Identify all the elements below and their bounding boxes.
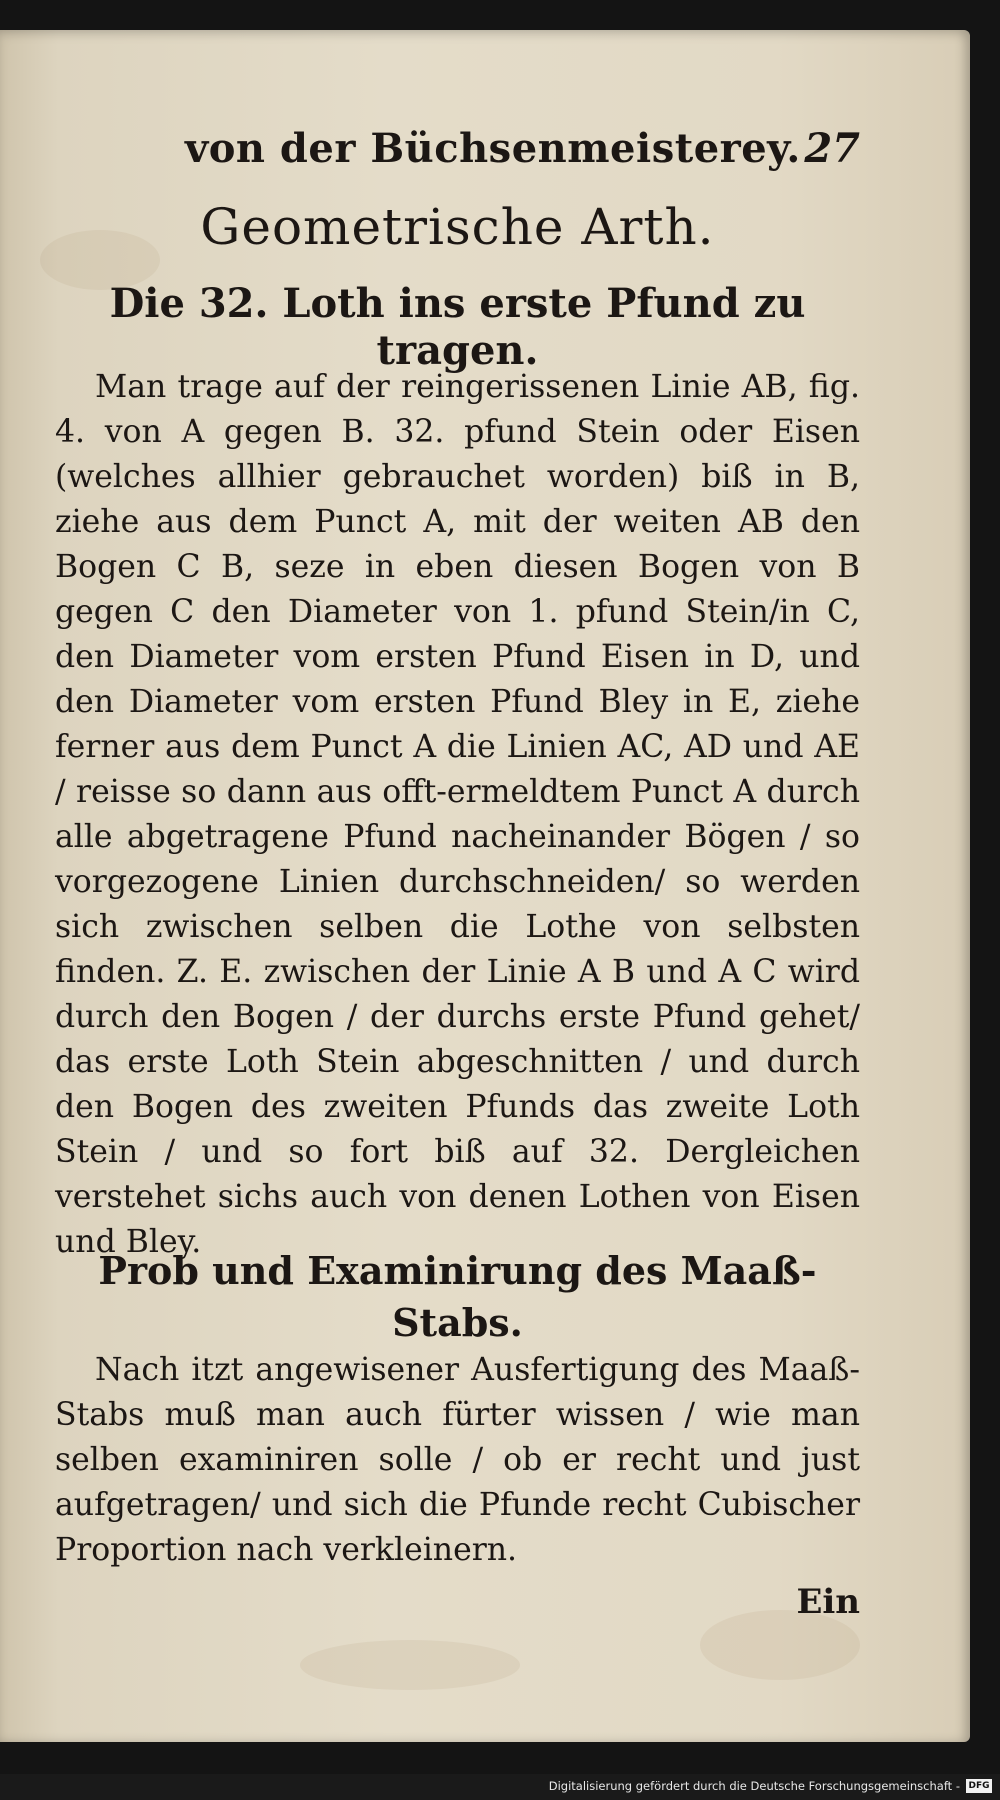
body-paragraph-2: Nach itzt angewisener Ausfertigung des Maaß-Stabs muß man auch fürter wissen / wie man selben examiniren solle / ob er recht und just aufgetragen/ und sich die Pfunde recht Cubischer Proportion nach verkleinern. [55, 1352, 860, 1568]
page-number: 27 [804, 125, 860, 172]
subsection-heading: Die 32. Loth ins erste Pfund zu tragen. [109, 280, 806, 374]
dfg-logo: DFG [966, 1779, 992, 1793]
running-title: von der Büchsenmeisterey. [185, 125, 801, 172]
subsection-heading-2: Prob und Examinirung des Maaß-Stabs. [98, 1248, 817, 1345]
footer-bar [0, 1774, 1000, 1800]
running-head [55, 125, 860, 185]
book-page [0, 30, 970, 1742]
catchword: Ein [796, 1582, 860, 1622]
funding-credit: Digitalisierung gefördert durch die Deutsche Forschungsgemeinschaft - [548, 1779, 960, 1793]
body-paragraph: Man trage auf der reingerissenen Linie AB, fig. 4. von A gegen B. 32. pfund Stein oder Eisen (welches allhier gebrauchet worden) biß in B, ziehe aus dem Punct A, mit der weiten AB den Bogen C B, seze in eben diesen Bogen von B gegen C den Diameter von 1. pfund Stein/in C, den Diameter vom ersten Pfund Eisen in D, und den Diameter vom ersten Pfund Bley in E, ziehe ferner aus dem Punct A die Linien AC, AD und AE / reisse so dann aus offt-ermeldtem Punct A durch alle abgetragene Pfund nacheinander Bögen / so vorgezogene Linien durchschneiden/ so werden sich zwischen selben die Lothe von selbsten finden. Z. E. zwischen der Linie A B und A C wird durch den Bogen / der durchs erste Pfund gehet/ das erste Loth Stein abgeschnitten / und durch den Bogen des zweiten Pfunds das zweite Loth Stein / und so fort biß auf 32. Dergleichen verstehet sichs auch von denen Lothen von Eisen und Bley. [55, 369, 860, 1260]
section-heading: Geometrische Arth. [200, 198, 715, 256]
